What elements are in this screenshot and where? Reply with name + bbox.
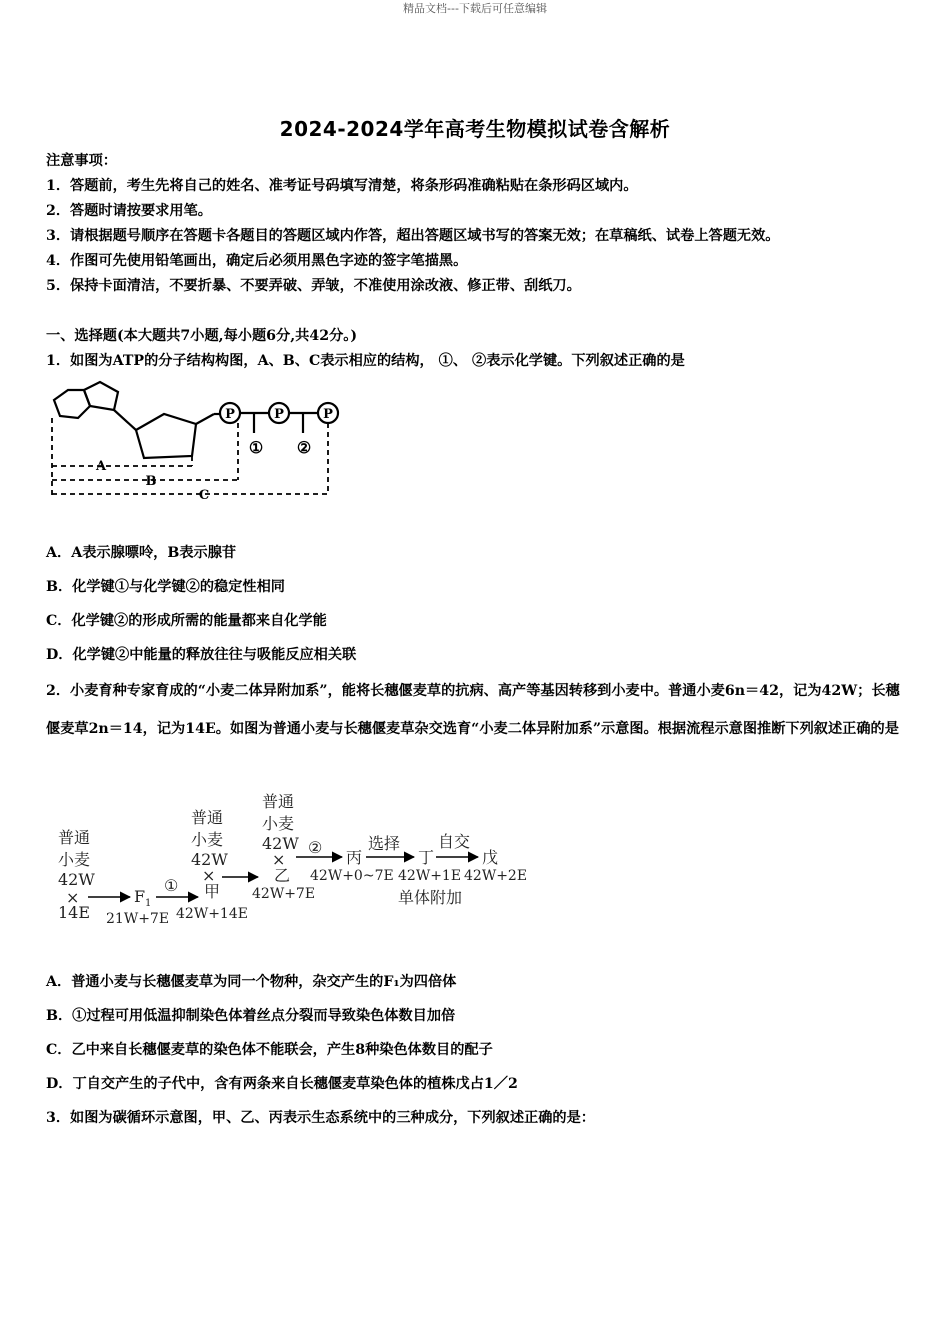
cross-symbol: × — [66, 888, 80, 907]
notice-item: 1．答题前，考生先将自己的姓名、准考证号码填写清楚，将条形码准确粘贴在条形码区域内。 — [46, 178, 638, 194]
cross-symbol: × — [272, 850, 286, 869]
bond-2-label: ② — [296, 438, 312, 457]
wheat-label: 小麦 — [58, 850, 91, 869]
notice-item: 4．作图可先使用铅笔画出，确定后必须用黑色字迹的签字笔描黑。 — [46, 253, 468, 269]
yi-value: 42W+7E — [252, 886, 316, 902]
step2-label: ② — [308, 838, 323, 857]
label-b: B — [145, 474, 157, 489]
wheat-label: 小麦 — [262, 814, 295, 833]
q2-stem: 2．小麦育种专家育成的“小麦二体异附加系”，能将长穗偃麦草的抗病、高产等基因转移到小麦中。普通小麦6n＝42，记为42W；长穗偃麦草2n＝14，记为14E。如图为普通小麦与长穗偃麦草杂交选育“小麦二体异附加系”示意图。根据流程示意图推断下列叙述正确的是 — [46, 683, 900, 737]
wheat-value: 42W — [262, 834, 299, 853]
header-note: 精品文档---下载后可任意编辑 — [403, 2, 547, 15]
wheat-label: 普通 — [191, 808, 224, 827]
label-c: C — [198, 488, 210, 503]
section-heading: 一、选择题(本大题共7小题,每小题6分,共42分。) — [46, 328, 358, 344]
wheat-label: 小麦 — [191, 830, 224, 849]
ding-value: 42W+1E — [398, 868, 462, 884]
adenine-five-ring — [84, 382, 118, 410]
notice-item: 5．保持卡面清洁，不要折暴、不要弄破、弄皱，不准使用涂改液、修正带、刮纸刀。 — [46, 278, 581, 294]
q2-option-a: A．普通小麦与长穗偃麦草为同一个物种，杂交产生的F₁为四倍体 — [46, 974, 457, 990]
yi-label: 乙 — [274, 866, 291, 885]
q2-option-b: B．①过程可用低温抑制染色体着丝点分裂而导致染色体数目加倍 — [46, 1008, 456, 1024]
ding-note: 单体附加 — [398, 888, 463, 907]
selfing-label: 自交 — [438, 832, 471, 851]
f1-label: F — [134, 887, 146, 906]
q2-option-c: C．乙中来自长穗偃麦草的染色体不能联会，产生8种染色体数目的配子 — [46, 1042, 493, 1058]
bing-label: 丙 — [346, 848, 363, 867]
f1-value: 21W+7E — [106, 911, 170, 927]
p-label: P — [274, 407, 284, 422]
wheat-value: 42W — [58, 870, 95, 889]
notice-item: 3．请根据题号顺序在答题卡各题目的答题区域内作答，超出答题区域书写的答案无效；在草稿纸、试卷上答题无效。 — [46, 228, 780, 244]
q1-stem: 1．如图为ATP的分子结构构图，A、B、C表示相应的结构， ①、 ②表示化学键。下列叙述正确的是 — [46, 353, 685, 369]
atp-structure-figure — [46, 378, 356, 503]
jia-value: 42W+14E — [176, 906, 248, 922]
q1-option-a: A．A表示腺嘌呤，B表示腺苷 — [46, 545, 237, 561]
bing-value: 42W+0~7E — [310, 868, 394, 884]
breeding-flow-figure — [46, 785, 546, 930]
cross-symbol: × — [202, 866, 216, 885]
wheat-label: 普通 — [262, 792, 295, 811]
notice-item: 2．答题时请按要求用笔。 — [46, 203, 212, 219]
jia-label: 甲 — [204, 882, 221, 901]
label-a: A — [95, 459, 107, 474]
wu-label: 戊 — [482, 848, 499, 867]
page-title: 2024-2024学年高考生物模拟试卷含解析 — [279, 117, 671, 141]
q1-option-d: D．化学键②中能量的释放往往与吸能反应相关联 — [46, 647, 357, 663]
wu-value: 42W+2E — [464, 868, 528, 884]
q1-option-c: C．化学键②的形成所需的能量都来自化学能 — [46, 613, 327, 629]
q1-option-b: B．化学键①与化学键②的稳定性相同 — [46, 579, 285, 595]
ding-label: 丁 — [418, 848, 435, 867]
p-label: P — [323, 407, 333, 422]
q3-stem: 3．如图为碳循环示意图，甲、乙、丙表示生态系统中的三种成分，下列叙述正确的是： — [46, 1110, 595, 1126]
f1-subscript: 1 — [145, 898, 152, 909]
wheat-value: 42W — [191, 850, 228, 869]
select-label: 选择 — [368, 834, 401, 853]
step1-label: ① — [164, 876, 179, 895]
bond-1-label: ① — [248, 438, 264, 457]
wheat-label: 普通 — [58, 828, 91, 847]
q2-option-d: D．丁自交产生的子代中，含有两条来自长穗偃麦草染色体的植株戊占1／2 — [46, 1076, 518, 1092]
p-label: P — [225, 407, 235, 422]
e14-label: 14E — [58, 903, 91, 922]
notice-heading: 注意事项： — [46, 153, 117, 169]
ribose-ring — [136, 414, 196, 458]
